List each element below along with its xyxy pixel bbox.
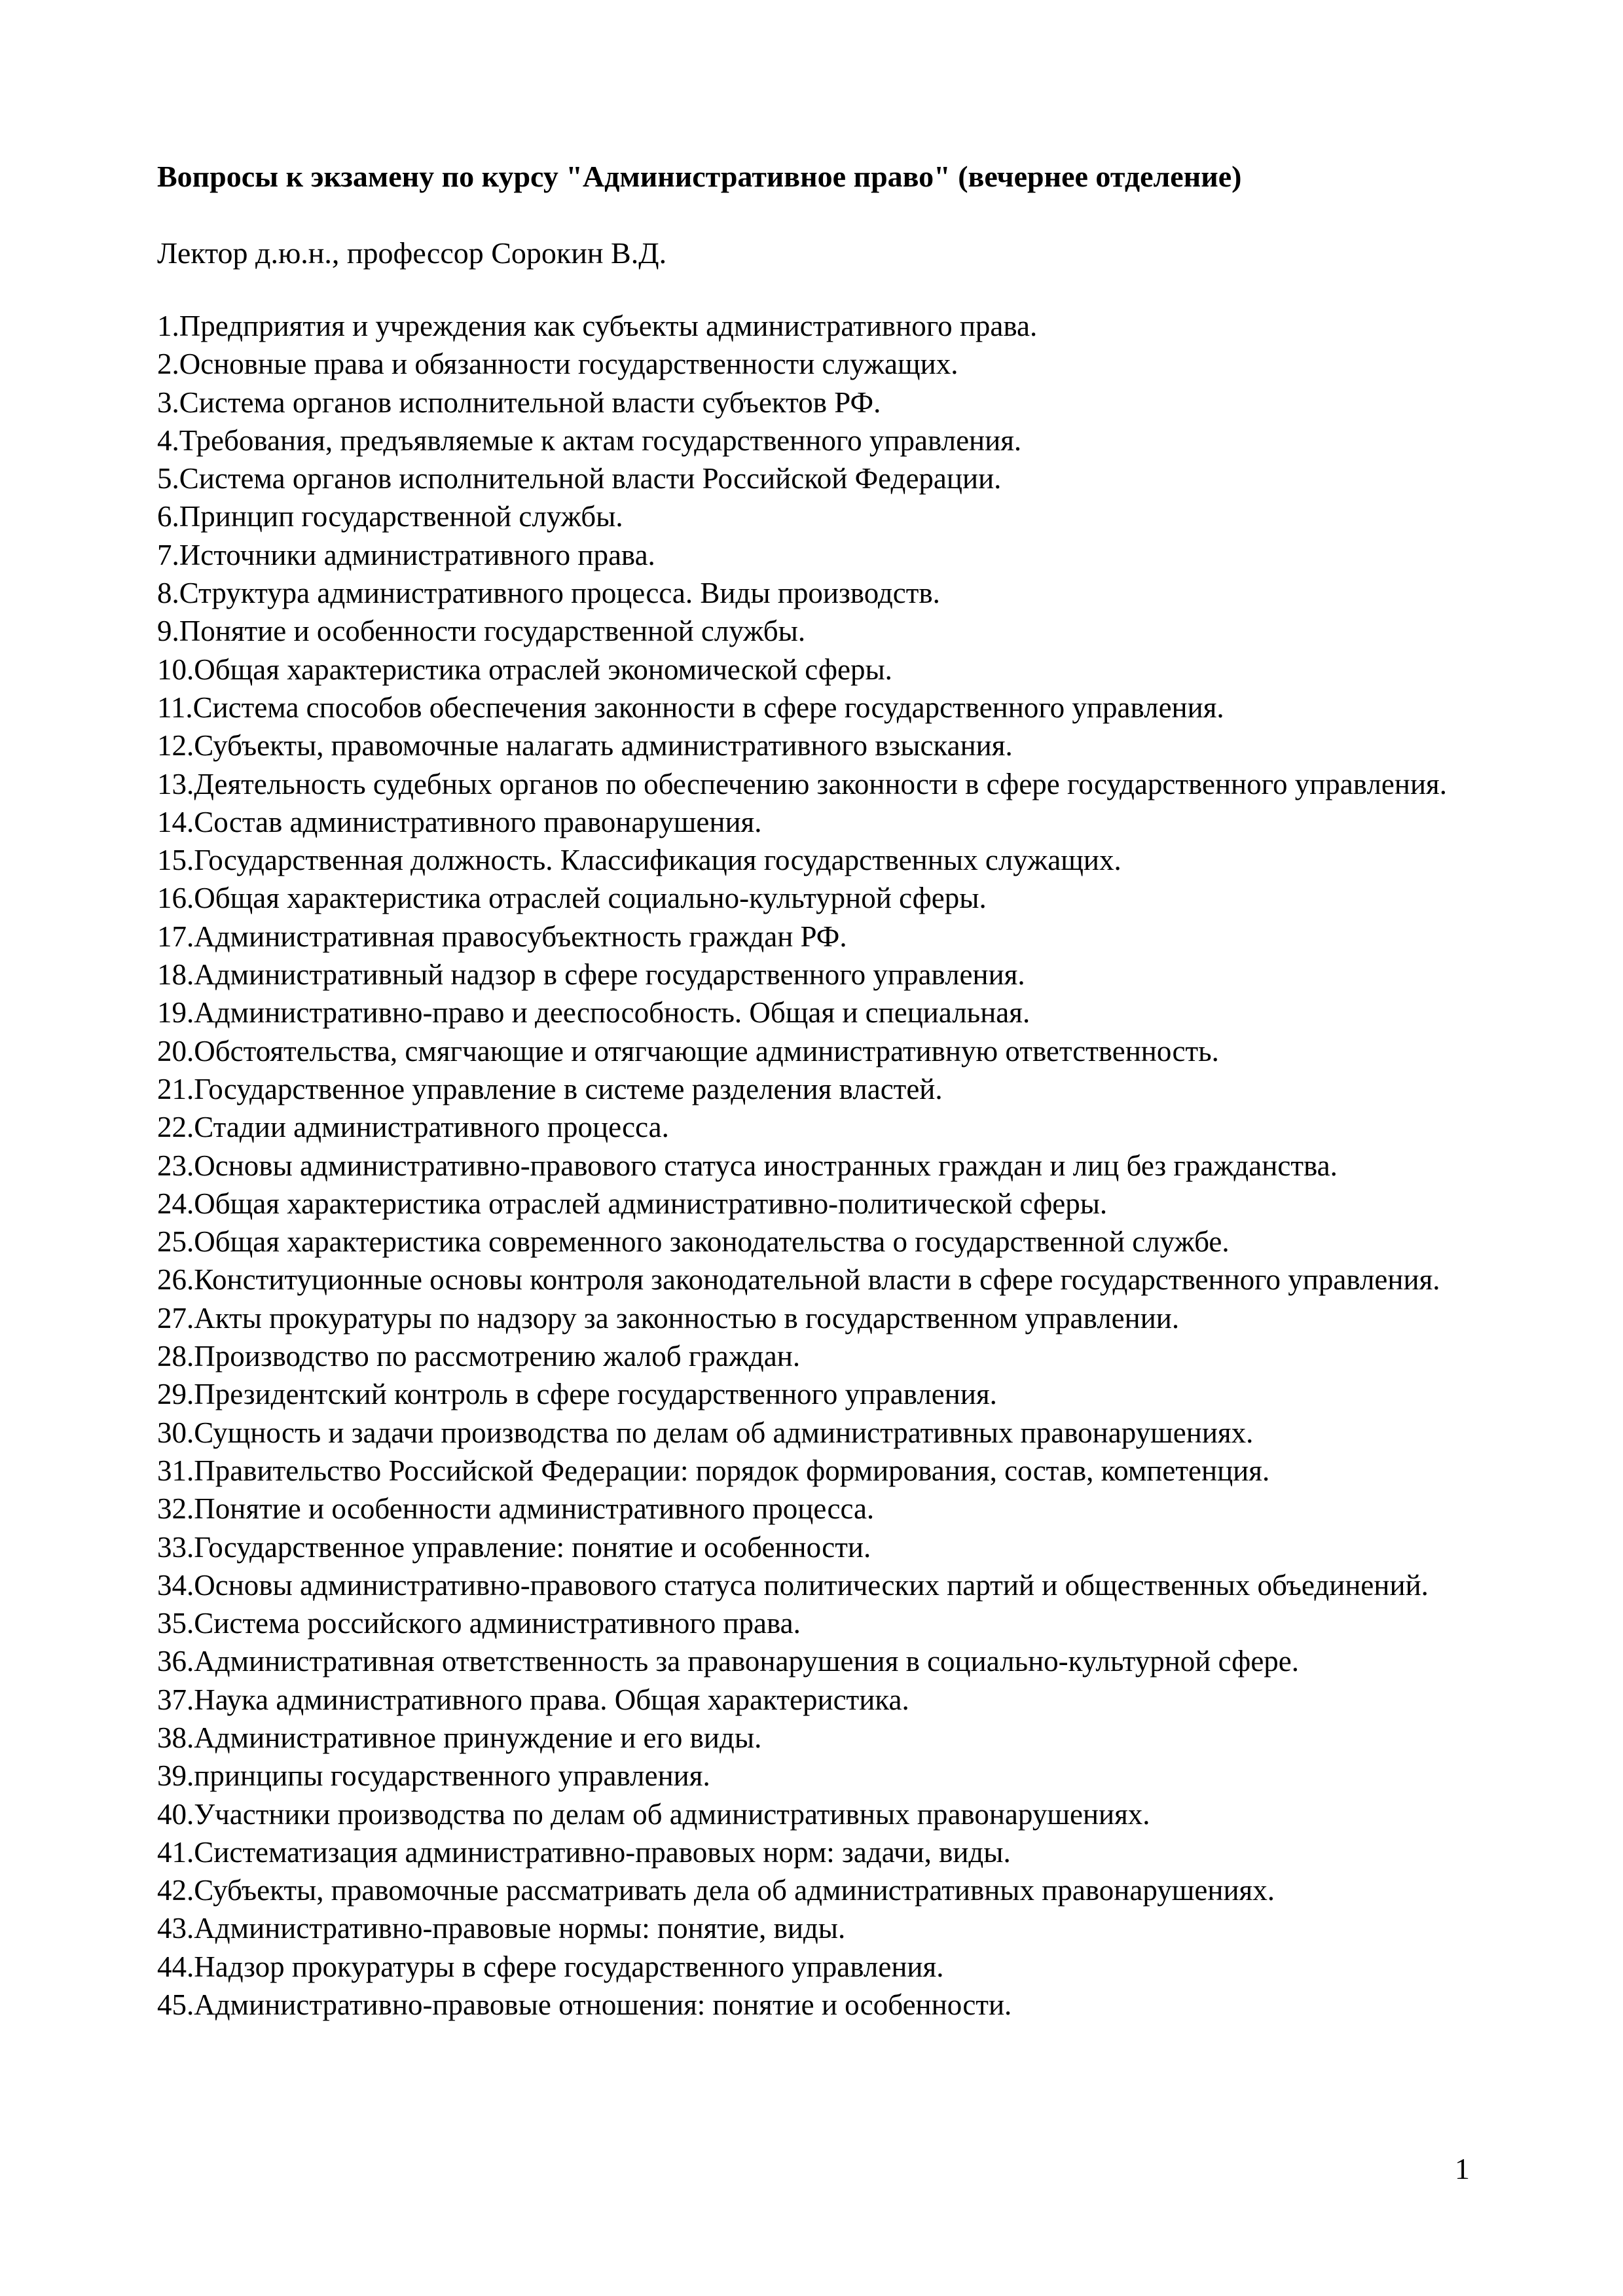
question-item: 7.Источники административного права.: [157, 538, 655, 571]
question-item: 13.Деятельность судебных органов по обеспечению законности в сфере государственного управления.: [157, 767, 1447, 800]
question-item: 4.Требования, предъявляемые к актам государственного управления.: [157, 423, 1022, 457]
question-item: 1.Предприятия и учреждения как субъекты административного права.: [157, 310, 1038, 342]
question-item: 17.Административная правосубъектность граждан РФ.: [157, 920, 847, 953]
question-item: 10.Общая характеристика отраслей экономической сферы.: [157, 653, 892, 686]
question-item: 16.Общая характеристика отраслей социально-культурной сферы.: [157, 882, 987, 915]
question-item: 42.Субъекты, правомочные рассматривать дела об административных правонарушениях.: [157, 1874, 1275, 1907]
question-item: 6.Принцип государственной службы.: [157, 500, 623, 533]
question-item: 21.Государственное управление в системе разделения властей.: [157, 1072, 943, 1105]
lecturer-line: Лектор д.ю.н., профессор Сорокин В.Д.: [157, 236, 667, 270]
question-item: 27.Акты прокуратуры по надзору за законностью в государственном управлении.: [157, 1301, 1180, 1335]
question-item: 41.Систематизация административно-правовых норм: задачи, виды.: [157, 1835, 1011, 1869]
question-item: 45.Административно-правовые отношения: понятие и особенности.: [157, 1988, 1012, 2022]
question-item: 34.Основы административно-правового статуса политических партий и общественных объединений.: [157, 1568, 1429, 1602]
question-item: 30.Сущность и задачи производства по делам об административных правонарушениях.: [157, 1416, 1254, 1449]
question-item: 9.Понятие и особенности государственной службы.: [157, 615, 806, 648]
question-item: 25.Общая характеристика современного законодательства о государственной службе.: [157, 1225, 1230, 1259]
document-title: Вопросы к экзамену по курсу "Административное право" (вечернее отделение): [157, 160, 1242, 193]
question-item: 43.Административно-правовые нормы: понятие, виды.: [157, 1912, 846, 1945]
question-item: 20.Обстоятельства, смягчающие и отягчающие административную ответственность.: [157, 1034, 1219, 1067]
question-item: 35.Система российского административного права.: [157, 1607, 801, 1640]
question-item: 39.принципы государственного управления.: [157, 1759, 710, 1793]
question-item: 24.Общая характеристика отраслей административно-политической сферы.: [157, 1187, 1108, 1220]
question-item: 36.Административная ответственность за правонарушения в социально-культурной сфере.: [157, 1645, 1300, 1678]
question-item: 31.Правительство Российской Федерации: порядок формирования, состав, компетенция.: [157, 1454, 1270, 1487]
question-item: 28.Производство по рассмотрению жалоб граждан.: [157, 1340, 801, 1373]
question-item: 26.Конституционные основы контроля законодательной власти в сфере государственного управления.: [157, 1263, 1440, 1297]
question-item: 33.Государственное управление: понятие и особенности.: [157, 1530, 871, 1564]
question-item: 40.Участники производства по делам об административных правонарушениях.: [157, 1797, 1150, 1831]
question-item: 32.Понятие и особенности административного процесса.: [157, 1492, 875, 1526]
question-item: 44.Надзор прокуратуры в сфере государственного управления.: [157, 1950, 944, 1983]
question-item: 12.Субъекты, правомочные налагать административного взыскания.: [157, 729, 1013, 762]
question-item: 5.Система органов исполнительной власти Российской Федерации.: [157, 462, 1002, 495]
question-item: 2.Основные права и обязанности государственности служащих.: [157, 348, 958, 381]
question-item: 8.Структура административного процесса. Виды производств.: [157, 577, 940, 610]
question-item: 15.Государственная должность. Классификация государственных служащих.: [157, 844, 1122, 877]
question-item: 14.Состав административного правонарушения.: [157, 805, 762, 838]
question-item: 22.Стадии административного процесса.: [157, 1111, 669, 1144]
question-item: 38.Административное принуждение и его виды.: [157, 1721, 762, 1754]
questions-list: [157, 307, 1493, 2024]
question-item: 3.Система органов исполнительной власти субъектов РФ.: [157, 386, 881, 419]
question-item: 37.Наука административного права. Общая характеристика.: [157, 1683, 909, 1716]
page-number: 1: [1455, 2152, 1470, 2185]
question-item: 18.Административный надзор в сфере государственного управления.: [157, 958, 1025, 992]
question-item: 29.Президентский контроль в сфере государственного управления.: [157, 1378, 997, 1411]
question-item: 23.Основы административно-правового статуса иностранных граждан и лиц без гражданства.: [157, 1149, 1338, 1182]
question-item: 19.Административно-право и дееспособность. Общая и специальная.: [157, 996, 1030, 1030]
question-item: 11.Система способов обеспечения законности в сфере государственного управления.: [157, 691, 1224, 724]
